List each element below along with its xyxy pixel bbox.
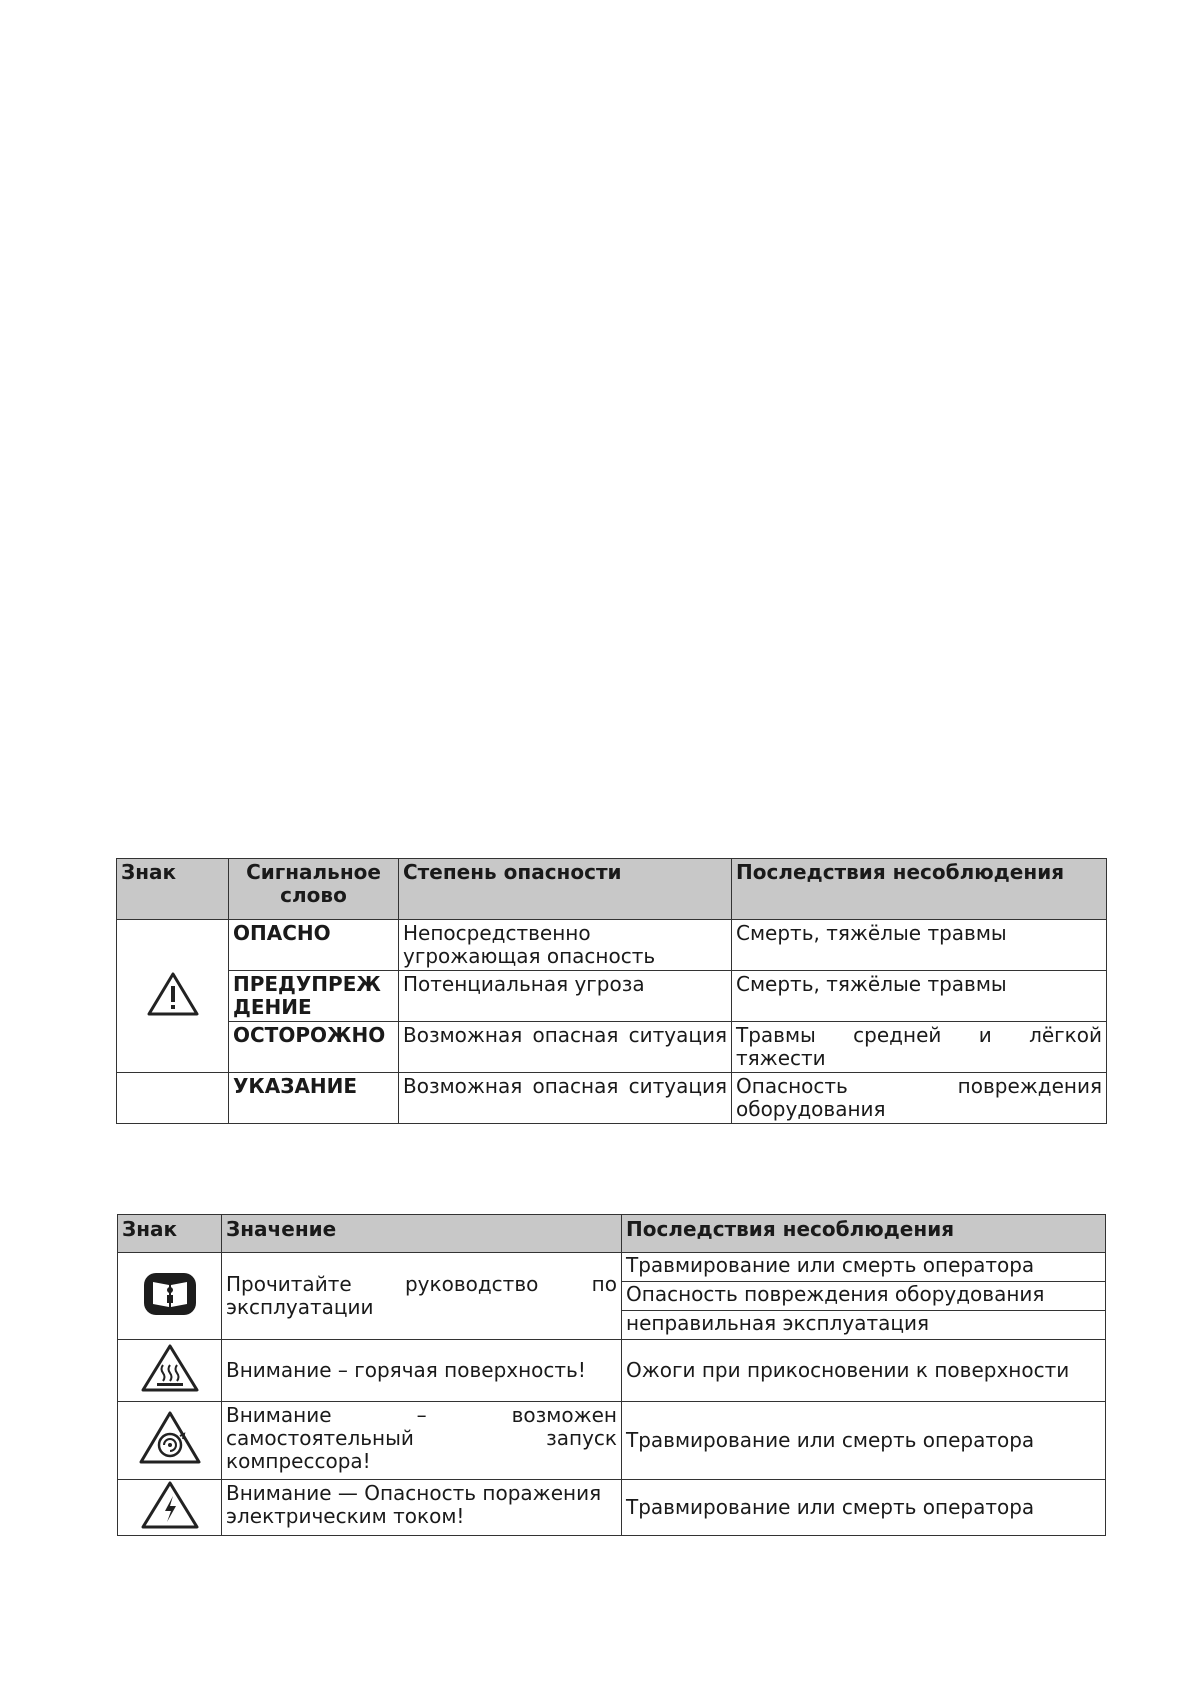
consequence: Травмирование или смерть оператора: [622, 1402, 1106, 1480]
hot-surface-icon: [140, 1343, 200, 1393]
consequence: Травмирование или смерть оператора: [622, 1480, 1106, 1536]
signal-word: ОПАСНО: [229, 920, 399, 971]
degree: Непосредственно угрожающая опасность: [399, 920, 732, 971]
auto-start-icon: [138, 1410, 202, 1466]
table-row: [118, 1253, 1106, 1282]
sign-cell: [118, 1340, 222, 1402]
sign-cell: [118, 1480, 222, 1536]
sign-cell: [118, 1402, 222, 1480]
table-header-row: [117, 859, 1107, 920]
meaning: Прочитайте руководство по эксплуатации: [222, 1253, 622, 1340]
meaning: Внимание – горячая поверхность!: [222, 1340, 622, 1402]
table-row: [118, 1340, 1106, 1402]
signal-word: УКАЗАНИЕ: [229, 1073, 399, 1124]
degree: Возможная опасная ситуация: [399, 1073, 732, 1124]
consequence: Опасность повреждения оборудования: [732, 1073, 1107, 1124]
warning-triangle-icon: [146, 970, 200, 1018]
header-consequence: Последствия несоблюдения: [732, 859, 1107, 920]
meaning: Внимание – возможен самостоятельный запуск компрессора!: [222, 1402, 622, 1480]
table-header-row: [118, 1215, 1106, 1253]
signal-word: ПРЕДУПРЕЖ ДЕНИЕ: [229, 971, 399, 1022]
header-degree: Степень опасности: [399, 859, 732, 920]
table-row: [117, 920, 1107, 971]
degree: Потенциальная угроза: [399, 971, 732, 1022]
table-row: [117, 1073, 1107, 1124]
table-row: [118, 1480, 1106, 1536]
table-row: [117, 1022, 1107, 1073]
sign-cell: [118, 1253, 222, 1340]
safety-signs-table: [117, 1214, 1106, 1536]
electric-shock-icon: [140, 1480, 200, 1530]
consequence: Смерть, тяжёлые травмы: [732, 920, 1107, 971]
sign-cell-empty: [117, 1073, 229, 1124]
consequence: Смерть, тяжёлые травмы: [732, 971, 1107, 1022]
header-sign: Знак: [118, 1215, 222, 1253]
header-signal-word: Сигнальное слово: [229, 859, 399, 920]
sign-cell: [117, 920, 229, 1073]
read-manual-icon: [142, 1270, 198, 1318]
header-consequence: Последствия несоблюдения: [622, 1215, 1106, 1253]
meaning: Внимание — Опасность поражения электрическим током!: [222, 1480, 622, 1536]
consequence: Травмы средней и лёгкой тяжести: [732, 1022, 1107, 1073]
consequence: неправильная эксплуатация: [622, 1311, 1106, 1340]
signal-words-table: [116, 858, 1107, 1124]
header-meaning: Значение: [222, 1215, 622, 1253]
consequence: Травмирование или смерть оператора: [622, 1253, 1106, 1282]
signal-word: ОСТОРОЖНО: [229, 1022, 399, 1073]
consequence: Ожоги при прикосновении к поверхности: [622, 1340, 1106, 1402]
table-row: [117, 971, 1107, 1022]
degree: Возможная опасная ситуация: [399, 1022, 732, 1073]
header-sign: Знак: [117, 859, 229, 920]
consequence: Опасность повреждения оборудования: [622, 1282, 1106, 1311]
table-row: [118, 1402, 1106, 1480]
